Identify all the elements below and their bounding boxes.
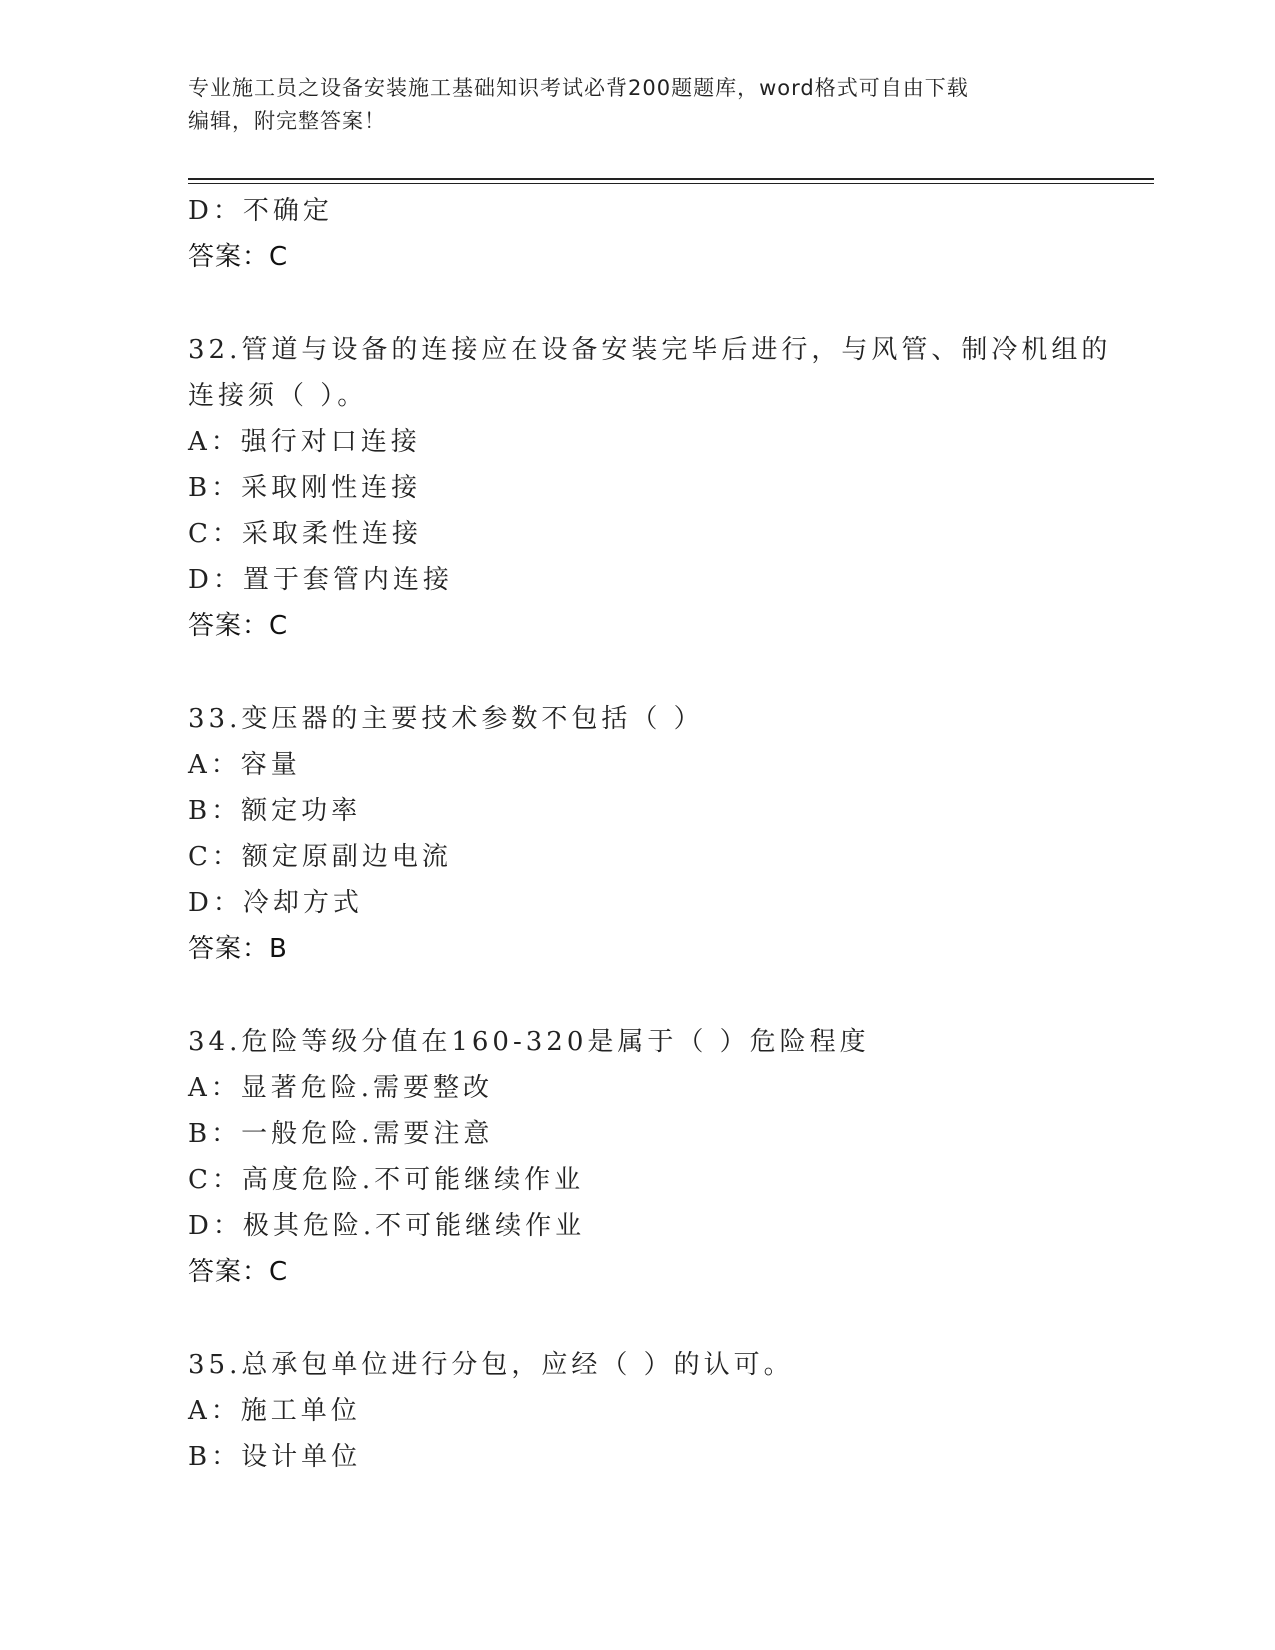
option-b: B：采取刚性连接 <box>188 473 422 503</box>
question-34 <box>188 1019 1148 1295</box>
header-title-line-1: 专业施工员之设备安装施工基础知识考试必背200题题库，word格式可自由下载 <box>188 76 969 100</box>
answer-line: 答案：C <box>188 1257 289 1287</box>
option-d: D：极其危险.不可能继续作业 <box>188 1211 586 1241</box>
option-d: D：冷却方式 <box>188 888 363 918</box>
header-divider-thin <box>188 183 1154 184</box>
option-d: D：置于套管内连接 <box>188 565 453 595</box>
question-list <box>188 188 1148 1480</box>
spacer <box>188 1295 1148 1342</box>
option-a: A：施工单位 <box>188 1396 361 1426</box>
answer-line: 答案：C <box>188 242 289 272</box>
question-stem: 34.危险等级分值在160-320是属于（ ）危险程度 <box>188 1027 870 1057</box>
option-b: B：额定功率 <box>188 796 362 826</box>
question-35 <box>188 1342 1148 1480</box>
option-c: C：额定原副边电流 <box>188 842 452 872</box>
question-stem: 连接须（ ）。 <box>188 381 368 411</box>
option-a: A：显著危险.需要整改 <box>188 1073 494 1103</box>
option-b: B：设计单位 <box>188 1442 362 1472</box>
header-divider-thick <box>188 178 1154 180</box>
option-a: A：容量 <box>188 750 301 780</box>
spacer <box>188 972 1148 1019</box>
header-title-line-2: 编辑，附完整答案！ <box>188 109 386 133</box>
option-c: C：采取柔性连接 <box>188 519 422 549</box>
answer-line: 答案：C <box>188 611 289 641</box>
option-d: D：不确定 <box>188 196 333 226</box>
answer-line: 答案：B <box>188 934 288 964</box>
spacer <box>188 649 1148 696</box>
document-header <box>188 72 1088 138</box>
option-b: B：一般危险.需要注意 <box>188 1119 494 1149</box>
question-stem: 32.管道与设备的连接应在设备安装完毕后进行，与风管、制冷机组的 <box>188 335 1112 365</box>
option-c: C：高度危险.不可能继续作业 <box>188 1165 585 1195</box>
option-a: A：强行对口连接 <box>188 427 421 457</box>
question-stem: 35.总承包单位进行分包，应经（ ）的认可。 <box>188 1350 794 1380</box>
question-33 <box>188 696 1148 972</box>
question-31-tail <box>188 188 1148 280</box>
question-stem: 33.变压器的主要技术参数不包括（ ） <box>188 704 704 734</box>
spacer <box>188 280 1148 327</box>
question-32 <box>188 327 1148 649</box>
